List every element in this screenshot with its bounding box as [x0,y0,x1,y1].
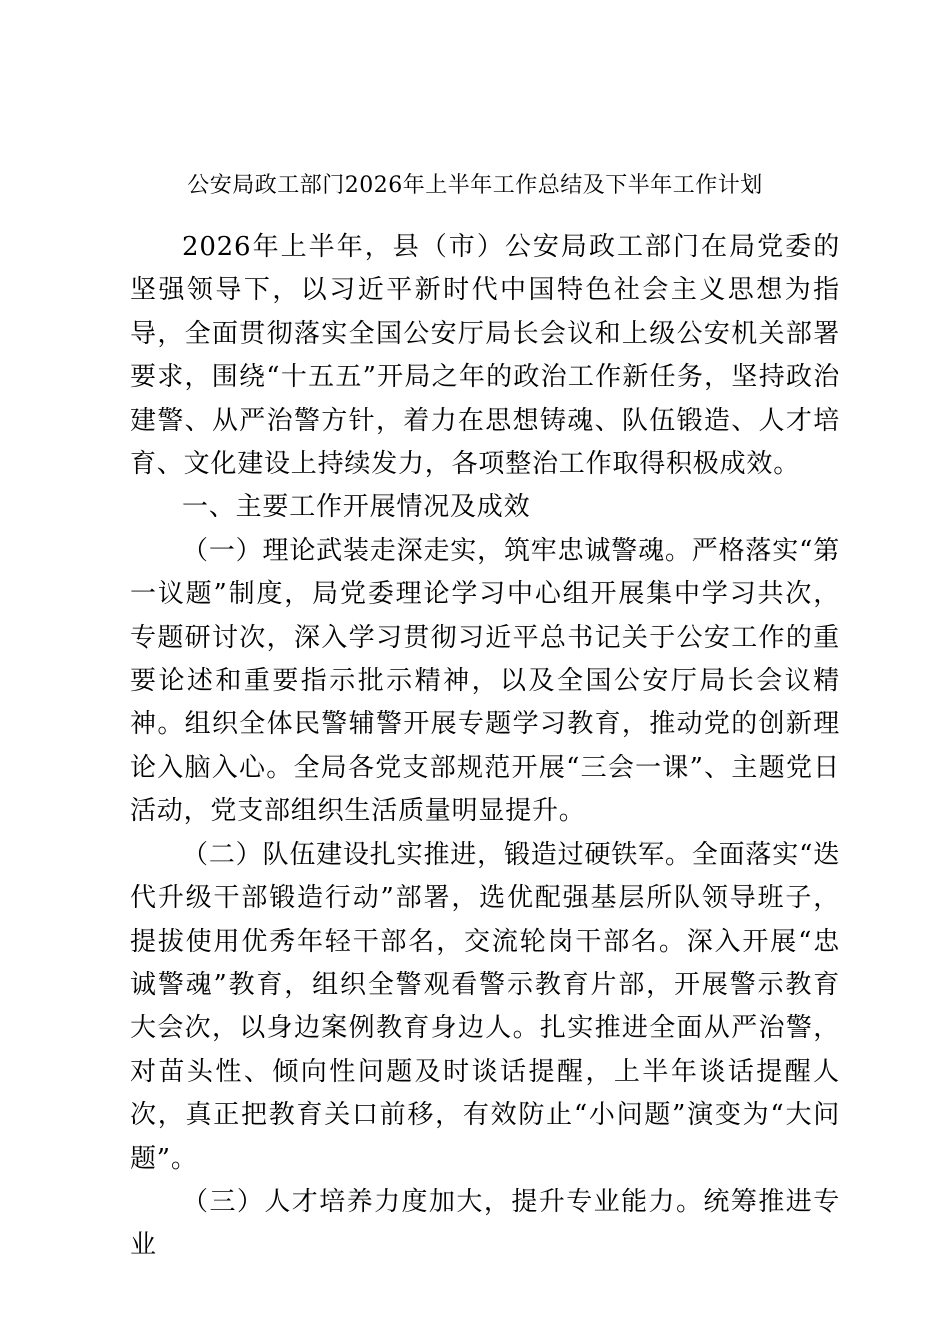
section-heading: 一、主要工作开展情况及成效 [182,492,531,523]
document-title: 公安局政工部门2026年上半年工作总结及下半年工作计划 [187,173,763,198]
document-body [130,226,840,1268]
item-paragraph-3: （三）人才培养力度加大，提升专业能力。统筹推进专业 [130,1186,840,1261]
item-paragraph-2: （二）队伍建设扎实推进，锻造过硬铁军。全面落实“迭代升级干部锻造行动”部署，选优配强基层所队领导班子，提拔使用优秀年轻干部名，交流轮岗干部名。深入开展“忠诚警魂”教育，组织全警观看警示教育片部，开展警示教育大会次，以身边案例教育身边人。扎实推进全面从严治警，对苗头性、倾向性问题及时谈话提醒，上半年谈话提醒人次，真正把教育关口前移，有效防止“小问题”演变为“大问题”。 [130,839,840,1174]
intro-paragraph: 2026年上半年，县（市）公安局政工部门在局党委的坚强领导下，以习近平新时代中国特色社会主义思想为指导，全面贯彻落实全国公安厅局长会议和上级公安机关部署要求，围绕“十五五”开局之年的政治工作新任务，坚持政治建警、从严治警方针，着力在思想铸魂、队伍锻造、人才培育、文化建设上持续发力，各项整治工作取得积极成效。 [130,232,840,480]
item-paragraph-1: （一）理论武装走深走实，筑牢忠诚警魂。严格落实“第一议题”制度，局党委理论学习中心组开展集中学习共次，专题研讨次，深入学习贯彻习近平总书记关于公安工作的重要论述和重要指示批示精神，以及全国公安厅局长会议精神。组织全体民警辅警开展专题学习教育，推动党的创新理论入脑入心。全局各党支部规范开展“三会一课”、主题党日活动，党支部组织生活质量明显提升。 [130,535,840,827]
